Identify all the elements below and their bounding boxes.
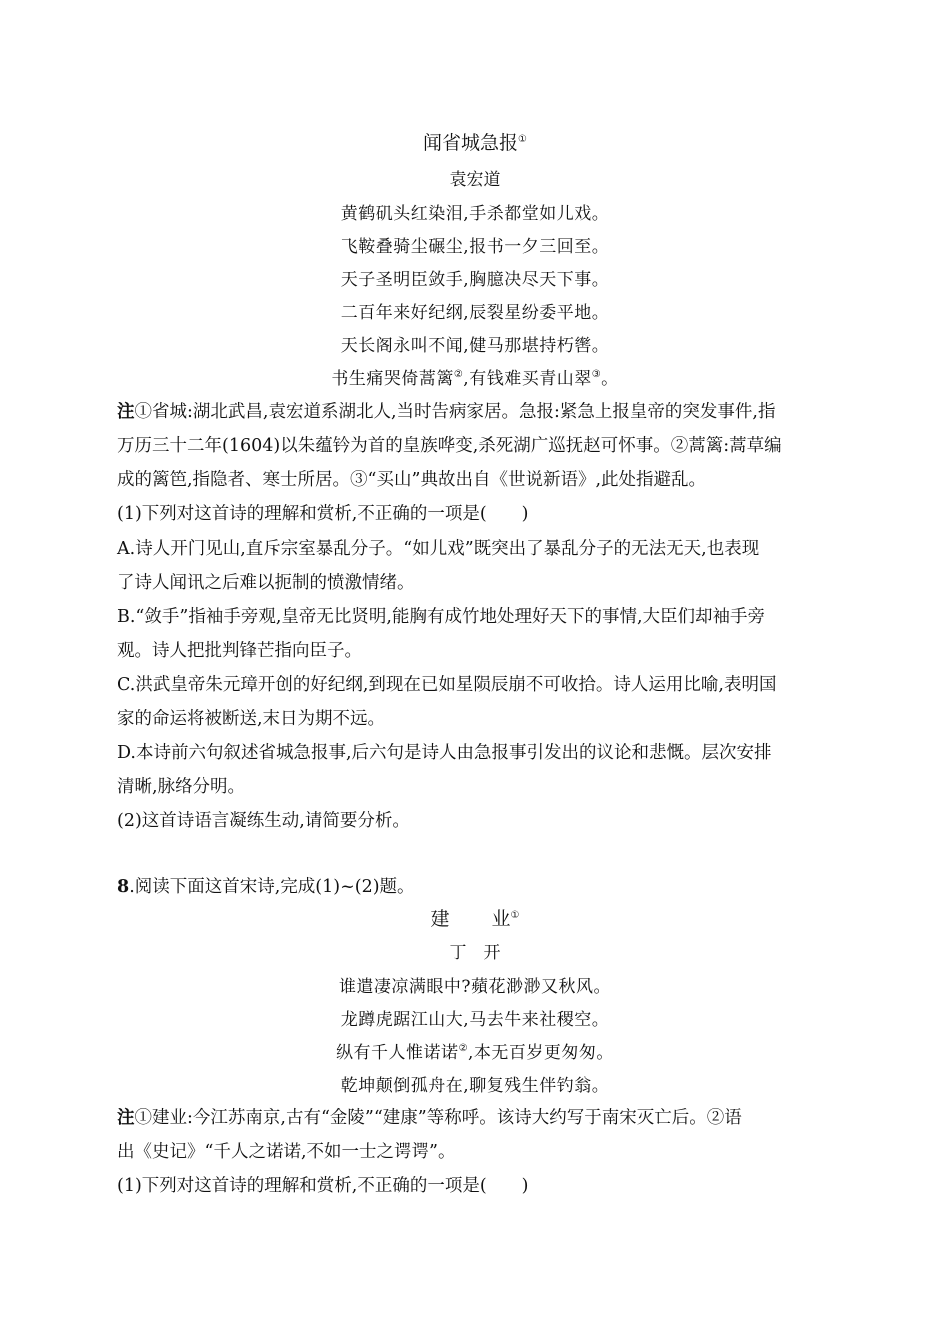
poem1-line: 飞鞍叠骑尘碾尘,报书一夕三回至。 [340, 237, 610, 257]
question-stem: (1)下列对这首诗的理解和赏析,不正确的一项是( ) [117, 504, 529, 524]
poem1-title-text: 闻省城急报 [423, 132, 519, 154]
notes-label: 注 [117, 1108, 135, 1128]
footnote-marker: ② [458, 1043, 469, 1054]
poem1-line-part: 书生痛哭倚蒿篱 [331, 369, 454, 389]
option-d-line1: D.本诗前六句叙述省城急报事,后六句是诗人由急报事引发出的议论和悲慨。层次安排 [117, 743, 772, 763]
poem2-title-footnote: ① [510, 910, 520, 921]
poem2-line [0, 1038, 950, 1063]
poem2-line: 谁遣凄凉满眼中?蘋花渺渺又秋风。 [338, 977, 612, 997]
notes1-line: 万历三十二年(1604)以朱蕴钤为首的皇族哗变,杀死湖广巡抚赵可怀事。②蒿篱:蒿草编 [117, 436, 782, 456]
poem1-line: 黄鹤矶头红染泪,手杀都堂如儿戏。 [340, 204, 610, 224]
poem1-line-part: 。 [601, 369, 619, 389]
notes1-line: 成的篱笆,指隐者、寒士所居。③“买山”典故出自《世说新语》,此处指避乱。 [117, 470, 707, 490]
poem1-line: 天子圣明臣敛手,胸臆决尽天下事。 [340, 270, 610, 290]
option-c-line2: 家的命运将被断送,末日为期不远。 [117, 709, 386, 729]
poem1-line [0, 364, 950, 389]
option-a-line1: A.诗人开门见山,直斥宗室暴乱分子。“如儿戏”既突出了暴乱分子的无法无天,也表现 [117, 539, 760, 559]
poem1-line-part: ,有钱难买青山翠 [463, 369, 592, 389]
poem2-title-char: 业 [491, 908, 511, 930]
poem1-title [0, 128, 950, 155]
footnote-marker: ② [453, 369, 464, 380]
poem1-line: 二百年来好纪纲,辰裂星纷委平地。 [340, 303, 610, 323]
footnote-marker: ③ [591, 369, 602, 380]
option-d-line2: 清晰,脉络分明。 [117, 777, 246, 797]
notes-label: 注 [117, 402, 135, 422]
poem2-line: 乾坤颠倒孤舟在,聊复残生伴钓翁。 [340, 1076, 610, 1096]
question-8-1-stem: (1)下列对这首诗的理解和赏析,不正确的一项是( ) [117, 1176, 529, 1196]
poem2-author: 丁 开 [449, 943, 501, 963]
notes2-line [117, 1104, 837, 1129]
option-c-line1: C.洪武皇帝朱元璋开创的好纪纲,到现在已如星陨辰崩不可收拾。诗人运用比喻,表明国 [117, 675, 777, 695]
option-b-line2: 观。诗人把批判锋芒指向臣子。 [117, 641, 362, 661]
poem2-title [0, 904, 950, 931]
question-number: 8 [117, 877, 130, 897]
poem2-title-char: 建 [430, 908, 450, 930]
question-8 [117, 873, 837, 898]
poem1-line: 天长阁永叫不闻,健马那堪持朽辔。 [340, 336, 610, 356]
question-8-stem: .阅读下面这首宋诗,完成(1)~(2)题。 [129, 877, 415, 897]
option-b-line1: B.“敛手”指袖手旁观,皇帝无比贤明,能胸有成竹地处理好天下的事情,大臣们却袖手旁 [117, 607, 766, 627]
notes2-text: ①建业:今江苏南京,古有“金陵”“建康”等称呼。该诗大约写于南宋灭亡后。②语 [134, 1108, 742, 1128]
question-2: (2)这首诗语言凝练生动,请简要分析。 [117, 811, 410, 831]
poem2-line-part: 纵有千人惟诺诺 [336, 1043, 459, 1063]
poem2-line: 龙蹲虎踞江山大,马去牛来社稷空。 [340, 1010, 610, 1030]
notes1-text: ①省城:湖北武昌,袁宏道系湖北人,当时告病家居。急报:紧急上报皇帝的突发事件,指 [134, 402, 776, 422]
notes2-line: 出《史记》“千人之诺诺,不如一士之谔谔”。 [117, 1142, 456, 1162]
poem2-line-part: ,本无百岁更匆匆。 [468, 1043, 614, 1063]
poem1-author: 袁宏道 [449, 170, 501, 190]
option-a-line2: 了诗人闻讯之后难以扼制的愤激情绪。 [117, 573, 415, 593]
poem1-title-footnote: ① [518, 134, 527, 145]
notes1-line [117, 398, 837, 423]
